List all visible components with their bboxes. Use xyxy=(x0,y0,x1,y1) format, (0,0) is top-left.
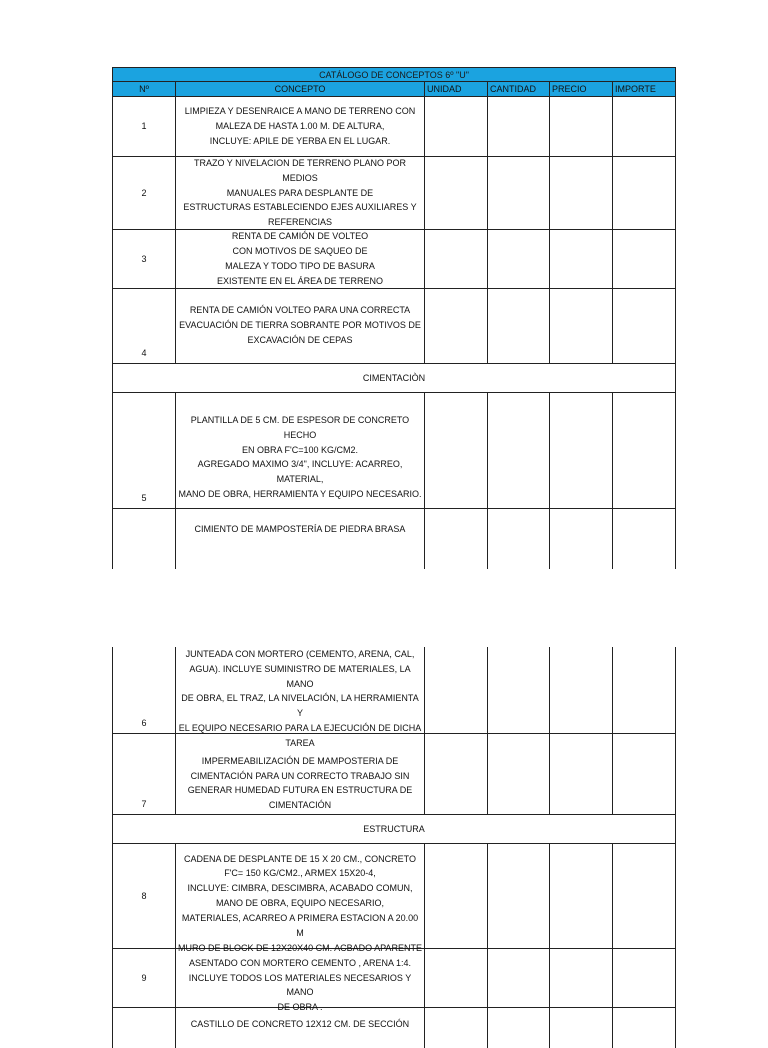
row-num: 2 xyxy=(112,157,175,230)
row-unidad xyxy=(424,734,487,815)
row-unidad xyxy=(424,97,487,157)
row-concepto: MURO DE BLOCK DE 12X20X40 CM. ACBADO APARENTE ASENTADO CON MORTERO CEMENTO , ARENA 1:4. INCLUYE TODOS LOS MATERIALES NECESARIOS Y MANO DE OBRA . xyxy=(175,949,424,1008)
row-cantidad xyxy=(487,734,549,815)
row-importe xyxy=(612,393,676,509)
table-row xyxy=(112,230,676,289)
row-concepto: IMPERMEABILIZACIÓN DE MAMPOSTERIA DE CIMENTACIÓN PARA UN CORRECTO TRABAJO SIN GENERAR HUMEDAD FUTURA EN ESTRUCTURA DE CIMENTACIÓN xyxy=(175,734,424,815)
row-precio xyxy=(549,230,612,289)
row-cantidad xyxy=(487,647,549,734)
header-cantidad: CANTIDAD xyxy=(487,82,549,97)
row-importe xyxy=(612,949,676,1008)
section-title: CIMENTACIÒN xyxy=(112,364,676,393)
table-row xyxy=(112,97,676,157)
row-num: 7 xyxy=(112,734,175,815)
table-row xyxy=(112,289,676,364)
row-precio xyxy=(549,97,612,157)
row-importe xyxy=(612,1008,676,1048)
table-row xyxy=(112,943,676,1013)
header-unidad: UNIDAD xyxy=(424,82,487,97)
row-unidad xyxy=(424,647,487,734)
row-precio xyxy=(549,734,612,815)
row-num: 4 xyxy=(112,289,175,364)
header-precio: PRECIO xyxy=(549,82,612,97)
row-cantidad xyxy=(487,1008,549,1048)
row-num xyxy=(112,1008,175,1048)
row-num: 8 xyxy=(112,844,175,949)
table-row xyxy=(112,1008,676,1048)
row-concepto: PLANTILLA DE 5 CM. DE ESPESOR DE CONCRETO HECHO EN OBRA F'C=100 KG/CM2. AGREGADO MAXIMO 3/4", INCLUYE: ACARREO, MATERIAL, MANO DE OBRA, HERRAMIENTA Y EQUIPO NECESARIO. xyxy=(175,393,424,509)
row-unidad xyxy=(424,844,487,949)
row-unidad xyxy=(424,1008,487,1048)
row-cantidad xyxy=(487,393,549,509)
row-precio xyxy=(549,844,612,949)
row-concepto-top: CIMIENTO DE MAMPOSTERÍA DE PIEDRA BRASA xyxy=(175,509,424,569)
row-importe xyxy=(612,230,676,289)
row-concepto: LIMPIEZA Y DESENRAICE A MANO DE TERRENO CON MALEZA DE HASTA 1.00 M. DE ALTURA, INCLUYE: APILE DE YERBA EN EL LUGAR. xyxy=(175,97,424,157)
row-cantidad xyxy=(487,230,549,289)
row-unidad xyxy=(424,230,487,289)
row-concepto: CASTILLO DE CONCRETO 12X12 CM. DE SECCIÓN xyxy=(175,1008,424,1048)
row-unidad xyxy=(424,289,487,364)
row-importe xyxy=(612,157,676,230)
row-importe xyxy=(612,509,676,569)
row-precio xyxy=(549,157,612,230)
row-precio xyxy=(549,1008,612,1048)
row-cantidad xyxy=(487,844,549,949)
table-row xyxy=(112,647,676,748)
row-num: 1 xyxy=(112,97,175,157)
row-concepto: RENTA DE CAMIÓN DE VOLTEO CON MOTIVOS DE SAQUEO DE MALEZA Y TODO TIPO DE BASURA EXISTENTE EN EL ÁREA DE TERRENO xyxy=(175,230,424,289)
header-concepto: CONCEPTO xyxy=(175,82,424,97)
section-title: ESTRUCTURA xyxy=(112,815,676,844)
row-precio xyxy=(549,289,612,364)
section-row xyxy=(112,815,676,844)
row-precio xyxy=(549,393,612,509)
row-cantidad xyxy=(487,289,549,364)
row-concepto: JUNTEADA CON MORTERO (CEMENTO, ARENA, CAL, AGUA). INCLUYE SUMINISTRO DE MATERIALES, LA MANO DE OBRA, EL TRAZ, LA NIVELACIÓN, LA HERRAMIENTA Y EL EQUIPO NECESARIO PARA LA EJECUCIÓN DE DICHA TAREA xyxy=(175,647,424,734)
row-unidad xyxy=(424,157,487,230)
row-num: 9 xyxy=(112,949,175,1008)
header-num: Nº xyxy=(112,82,175,97)
row-concepto: CADENA DE DESPLANTE DE 15 X 20 CM., CONCRETO F'C= 150 KG/CM2., ARMEX 15X20-4, INCLUYE: CIMBRA, DESCIMBRA, ACABADO COMUN, MANO DE OBRA, EQUIPO NECESARIO, MATERIALES, ACARREO A PRIMERA ESTACION A 20.00 M xyxy=(175,844,424,949)
row-importe xyxy=(612,734,676,815)
row-precio xyxy=(549,949,612,1008)
row-num: 5 xyxy=(112,393,175,509)
row-concepto: RENTA DE CAMIÓN VOLTEO PARA UNA CORRECTA EVACUACIÓN DE TIERRA SOBRANTE POR MOTIVOS DE EXCAVACIÓN DE CEPAS xyxy=(175,289,424,364)
row-cantidad xyxy=(487,949,549,1008)
table-fragment-bottom xyxy=(112,647,676,1029)
row-precio xyxy=(549,509,612,569)
table-row xyxy=(112,734,676,815)
row-importe xyxy=(612,844,676,949)
row-importe xyxy=(612,97,676,157)
table-fragment-top xyxy=(112,67,676,540)
table-title-row xyxy=(112,67,676,82)
table-row xyxy=(112,509,676,569)
row-unidad xyxy=(424,509,487,569)
row-num: 6 xyxy=(112,647,175,734)
row-num: 3 xyxy=(112,230,175,289)
table-row xyxy=(112,157,676,230)
row-concepto: TRAZO Y NIVELACION DE TERRENO PLANO POR MEDIOS MANUALES PARA DESPLANTE DE ESTRUCTURAS ESTABLECIENDO EJES AUXILIARES Y REFERENCIAS xyxy=(175,157,424,230)
header-row xyxy=(112,82,676,97)
row-unidad xyxy=(424,393,487,509)
table-row xyxy=(112,844,676,949)
row-cantidad xyxy=(487,509,549,569)
row-precio xyxy=(549,647,612,734)
table-title: CATÁLOGO DE CONCEPTOS 6º "U" xyxy=(112,67,676,82)
concept-table-bottom xyxy=(112,647,676,1048)
section-row xyxy=(112,364,676,393)
header-importe: IMPORTE xyxy=(612,82,676,97)
row-cantidad xyxy=(487,97,549,157)
table-row xyxy=(112,393,676,509)
row-unidad xyxy=(424,949,487,1008)
concept-table-top xyxy=(112,67,676,569)
row-importe xyxy=(612,289,676,364)
row-importe xyxy=(612,647,676,734)
row-cantidad xyxy=(487,157,549,230)
row-num xyxy=(112,509,175,569)
